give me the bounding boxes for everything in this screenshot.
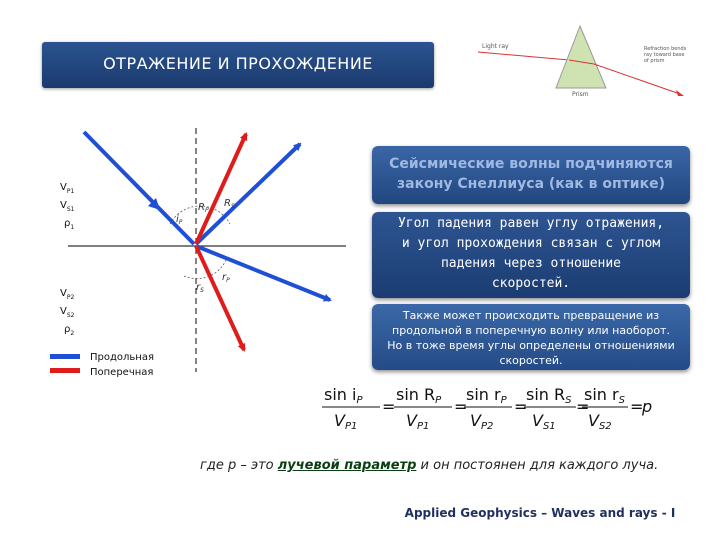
medium1-rho: $\rho_1$ <box>64 218 75 231</box>
equals-3: = <box>514 397 528 416</box>
ray-diagram <box>0 0 380 400</box>
prism-label: Prism <box>572 91 589 98</box>
formula-term-2 <box>394 385 452 432</box>
conversion-line-2: продольной в поперечную волну или наоборот. <box>392 324 670 337</box>
svg-text:VP1: VP1 <box>334 411 358 432</box>
angles-line-4: скоростей. <box>491 276 571 291</box>
prism-incident-ray <box>478 52 569 60</box>
prism-light-ray-label: Light ray <box>482 43 509 50</box>
prism-note-3: of prism <box>644 58 665 64</box>
equals-1: = <box>382 397 396 416</box>
equals-2: = <box>454 397 468 416</box>
page-title: ОТРАЖЕНИЕ И ПРОХОЖДЕНИЕ <box>103 54 373 73</box>
angles-line-3: падения через отношение <box>440 256 621 271</box>
angles-box <box>372 212 690 298</box>
svg-text:sin iP: sin iP <box>324 385 363 406</box>
note-suffix: и он постоянен для каждого луча. <box>416 458 659 473</box>
svg-text:VP1: VP1 <box>406 411 430 432</box>
conversion-box <box>372 304 690 370</box>
svg-text:VS2: VS2 <box>588 411 612 432</box>
reflected-p-ray <box>196 144 300 244</box>
formula-term-3 <box>464 385 512 432</box>
medium2-vs: $V_{S2}$ <box>60 306 75 319</box>
formula-result: p <box>642 397 653 416</box>
medium2-rho: $\rho_2$ <box>64 324 75 337</box>
angles-line-1: Угол падения равен углу отражения, <box>397 216 665 231</box>
svg-text:sin RS: sin RS <box>526 385 572 406</box>
svg-text:sin rS: sin rS <box>584 385 625 406</box>
note-prefix: где p – это <box>200 458 278 473</box>
prism-note-2: ray toward base <box>644 52 685 58</box>
snell-law-line-1: Сейсмические волны подчиняются <box>389 156 673 172</box>
angle-rp-refract: $r_P$ <box>222 272 230 284</box>
footer-course-title: Applied Geophysics – Waves and rays - I <box>404 506 676 520</box>
angle-rp-reflect: $R_P$ <box>198 202 209 214</box>
angles-line-2: и угол прохождения связан с углом <box>401 236 661 251</box>
angle-rs-refract: $r_S$ <box>196 282 204 294</box>
angle-ip: $i_P$ <box>176 214 183 226</box>
prism-inset <box>474 20 694 100</box>
formula-term-4 <box>524 385 576 432</box>
svg-text:VS1: VS1 <box>532 411 556 432</box>
conversion-line-1: Также может происходить превращение из <box>402 309 660 322</box>
formula-term-1 <box>322 385 380 432</box>
snell-law-box <box>372 146 690 204</box>
prism-exit-ray <box>594 64 680 94</box>
prism-note-1: Refraction bends <box>644 46 687 52</box>
incident-p-ray <box>84 132 194 244</box>
snell-law-line-2: закону Снеллиуса (как в оптике) <box>397 176 665 192</box>
prism-arrow-icon <box>676 90 684 96</box>
svg-text:VP2: VP2 <box>470 411 494 432</box>
medium2-vp: $V_{P2}$ <box>60 288 75 301</box>
snell-formula <box>318 380 658 436</box>
conversion-line-3: Но в тоже время углы определены отношениями <box>387 339 675 352</box>
ray-parameter-note <box>200 458 658 473</box>
legend-s-swatch <box>50 368 80 373</box>
note-keyword: лучевой параметр <box>277 458 417 473</box>
equals-5: = <box>630 397 644 416</box>
svg-text:sin RP: sin RP <box>396 385 442 406</box>
svg-text:sin rP: sin rP <box>466 385 507 406</box>
angle-rs-reflect: $R_S$ <box>224 198 235 210</box>
equals-4: = <box>576 397 590 416</box>
legend-p-swatch <box>50 354 80 359</box>
reflected-s-ray <box>196 134 246 244</box>
prism-shape <box>556 26 606 88</box>
legend-s-label: Поперечная <box>90 367 154 378</box>
conversion-line-4: скоростей. <box>499 354 563 367</box>
legend-p-label: Продольная <box>90 352 154 363</box>
medium1-vs: $V_{S1}$ <box>60 200 75 213</box>
medium1-vp: $V_{P1}$ <box>60 182 75 195</box>
